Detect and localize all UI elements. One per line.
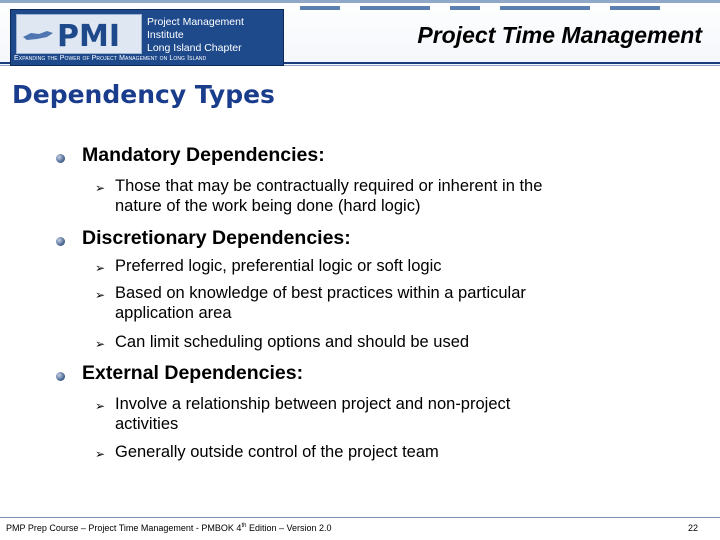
list-item bbox=[115, 283, 675, 323]
logo-emblem bbox=[16, 14, 142, 54]
list-item bbox=[115, 176, 675, 216]
section-heading-external: External Dependencies: bbox=[82, 362, 304, 384]
section-heading-mandatory: Mandatory Dependencies: bbox=[82, 144, 325, 166]
list-item-line: application area bbox=[115, 304, 232, 322]
list-item-line: Involve a relationship between project and non-project bbox=[115, 395, 511, 413]
arrow-bullet-icon: ➢ bbox=[95, 261, 106, 275]
list-item bbox=[115, 394, 675, 434]
slide-title: Dependency Types bbox=[12, 80, 275, 109]
logo-line-1: Project Management Institute bbox=[147, 16, 244, 41]
round-bullet-icon bbox=[56, 154, 65, 163]
pmi-logo bbox=[10, 9, 284, 66]
round-bullet-icon bbox=[56, 237, 65, 246]
list-item bbox=[115, 332, 675, 352]
header-stripe bbox=[360, 6, 430, 10]
footer-text: PMP Prep Course – Project Time Management - PMBOK 4 bbox=[6, 523, 242, 533]
section-heading-discretionary: Discretionary Dependencies: bbox=[82, 227, 351, 249]
footer-course-info bbox=[6, 523, 332, 533]
round-bullet-icon bbox=[56, 372, 65, 381]
list-item bbox=[115, 256, 675, 276]
logo-line-2: Long Island Chapter bbox=[147, 42, 242, 54]
footer-text-end: Edition – Version 2.0 bbox=[246, 523, 332, 533]
list-item-line: activities bbox=[115, 415, 179, 433]
list-item-line: Based on knowledge of best practices within a particular bbox=[115, 284, 526, 302]
list-item-line: Can limit scheduling options and should be used bbox=[115, 333, 470, 351]
long-island-map-icon bbox=[17, 15, 141, 53]
logo-org-name bbox=[147, 16, 283, 55]
logo-initials: PMI bbox=[57, 19, 121, 53]
list-item-line: Preferred logic, preferential logic or soft logic bbox=[115, 257, 442, 275]
arrow-bullet-icon: ➢ bbox=[95, 181, 106, 195]
header-top-rule bbox=[0, 0, 720, 3]
page-number: 22 bbox=[687, 523, 698, 533]
arrow-bullet-icon: ➢ bbox=[95, 447, 106, 461]
footer-superscript: th bbox=[241, 523, 247, 529]
list-item-line: Generally outside control of the project team bbox=[115, 443, 439, 461]
list-item bbox=[115, 442, 675, 462]
header-title: Project Time Management bbox=[417, 22, 702, 48]
list-item-line: nature of the work being done (hard logic) bbox=[115, 197, 421, 215]
arrow-bullet-icon: ➢ bbox=[95, 399, 106, 413]
list-item-line: Those that may be contractually required or inherent in the bbox=[115, 177, 543, 195]
header-stripe bbox=[300, 6, 340, 10]
logo-tagline: Expanding the Power of Project Management on Long Island bbox=[14, 55, 207, 62]
footer-divider bbox=[0, 517, 720, 518]
arrow-bullet-icon: ➢ bbox=[95, 337, 106, 351]
header-stripe bbox=[450, 6, 480, 10]
header-stripe bbox=[610, 6, 660, 10]
arrow-bullet-icon: ➢ bbox=[95, 288, 106, 302]
header-stripe bbox=[500, 6, 590, 10]
